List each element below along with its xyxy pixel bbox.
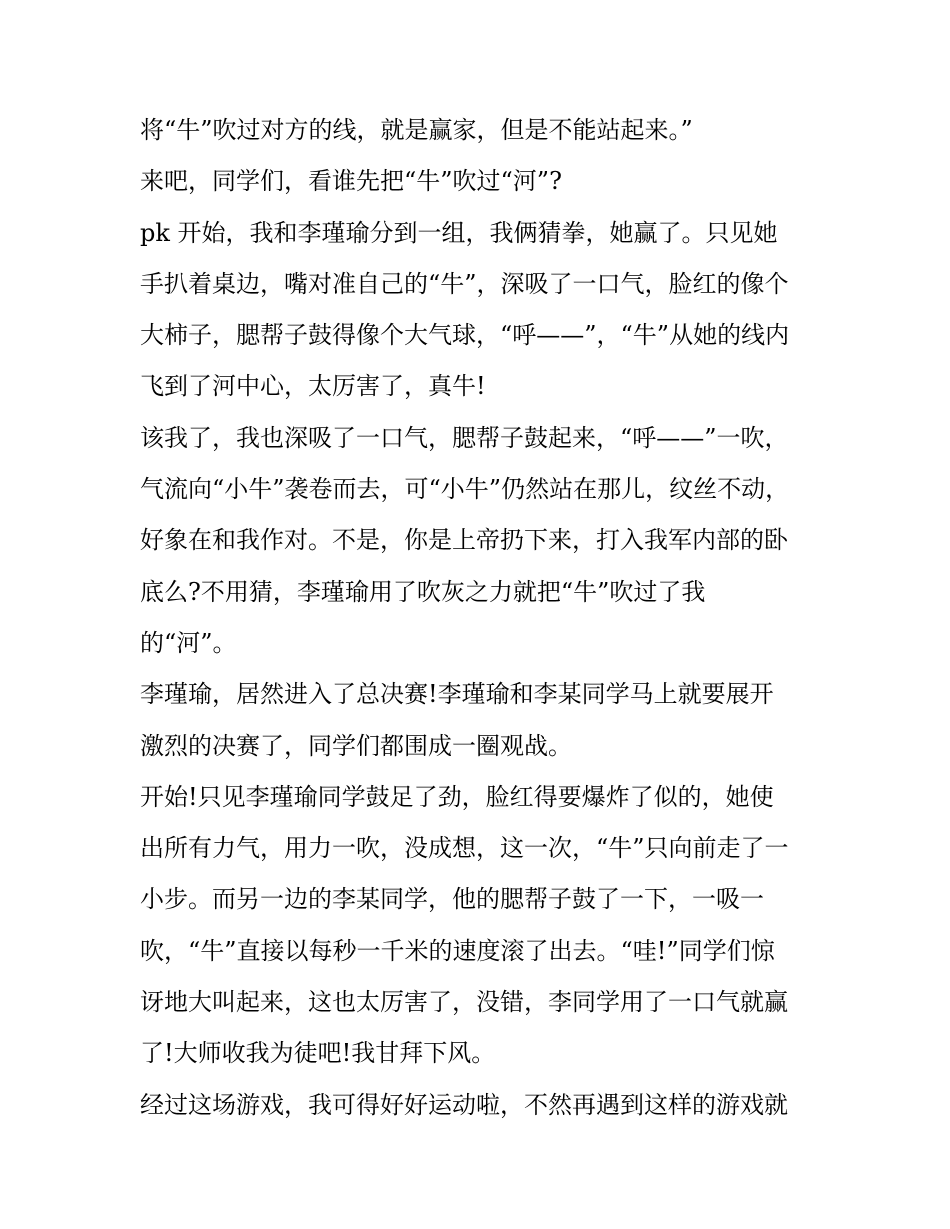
text-line: 来吧，同学们，看谁先把“牛”吹过“河”? bbox=[140, 167, 562, 196]
text-line: 好象在和我作对。不是，你是上帝扔下来，打入我军内部的卧 bbox=[140, 526, 788, 555]
text-line: 出所有力气，用力一吹，没成想，这一次，“牛”只向前走了一 bbox=[140, 834, 789, 863]
text-line: 气流向“小牛”袭卷而去，可“小牛”仍然站在那儿，纹丝不动， bbox=[140, 475, 790, 504]
text-line: 经过这场游戏，我可得好好运动啦，不然再遇到这样的游戏就 bbox=[140, 1090, 788, 1119]
document-text-body bbox=[140, 108, 830, 1134]
text-line: 的“河”。 bbox=[140, 628, 237, 657]
text-line: pk 开始，我和李瑾瑜分到一组，我俩猜拳，她赢了。只见她 bbox=[140, 218, 778, 247]
text-line: 开始!只见李瑾瑜同学鼓足了劲，脸红得要爆炸了似的，她使 bbox=[140, 782, 774, 811]
text-line: 手扒着桌边，嘴对准自己的“牛”，深吸了一口气，脸红的像个 bbox=[140, 269, 789, 298]
text-line: 小步。而另一边的李某同学，他的腮帮子鼓了一下，一吸一 bbox=[140, 885, 764, 914]
text-line: 飞到了河中心，太厉害了，真牛! bbox=[140, 372, 486, 401]
text-line: 该我了，我也深吸了一口气，腮帮子鼓起来，“呼——”一吹， bbox=[140, 423, 789, 452]
text-line: 吹，“牛”直接以每秒一千米的速度滚了出去。“哇!”同学们惊 bbox=[140, 936, 775, 965]
text-line: 讶地大叫起来，这也太厉害了，没错，李同学用了一口气就赢 bbox=[140, 988, 788, 1017]
text-line: 李瑾瑜，居然进入了总决赛!李瑾瑜和李某同学马上就要展开 bbox=[140, 680, 774, 709]
text-line: 底么?不用猜，李瑾瑜用了吹灰之力就把“牛”吹过了我 bbox=[140, 577, 706, 606]
text-line: 激烈的决赛了，同学们都围成一圈观战。 bbox=[140, 731, 572, 760]
text-line: 将“牛”吹过对方的线，就是赢家，但是不能站起来。” bbox=[140, 116, 693, 144]
text-line: 了!大师收我为徒吧!我甘拜下风。 bbox=[140, 1039, 496, 1068]
text-line: 大柿子，腮帮子鼓得像个大气球，“呼——”，“牛”从她的线内 bbox=[140, 321, 790, 350]
